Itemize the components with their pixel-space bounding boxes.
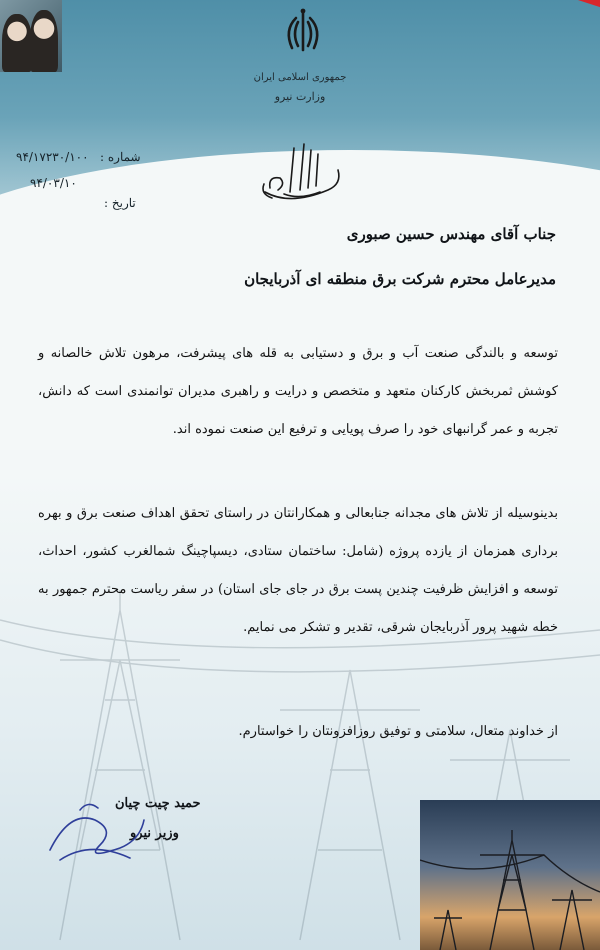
bismillah-calligraphy-icon [250,140,350,210]
header-ministry: وزارت نیرو [274,90,326,103]
body-paragraph-1: توسعه و بالندگی صنعت آب و برق و دستیابی به قله های پیشرفت، مرهون تلاش خالصانه و کوشش ثمربخش کارکنان متعهد و متخصص و درایت و راهبری مدیران توانمندی است که دانش، تجربه و عمر گرانبهای خود را صرف پویایی و ترفیع این صنعت نموده اند. [38,346,558,437]
signatory-title: وزیر نیرو [130,826,179,841]
recipient-position: مدیرعامل محترم شرکت برق منطقه ای آذربایجان [244,270,556,288]
signatory-name: حمید چیت چیان [115,796,201,811]
body-paragraph-3: از خداوند متعال، سلامتی و توفیق روزافزونتان را خواستارم. [238,724,558,739]
handwritten-signature [40,790,150,870]
letter-number-label: شماره : [100,150,141,164]
header-country: جمهوری اسلامی ایران [253,72,347,83]
power-tower-photo [420,800,600,950]
leaders-portrait [0,0,62,72]
letter-date-label: تاریخ : [104,196,136,210]
letter-number: ۹۴/۱۷۲۳۰/۱۰۰ [16,150,89,164]
letter-date: ۹۴/۰۳/۱۰ [30,176,77,190]
emblem-icon [278,6,328,64]
recipient-name: جناب آقای مهندس حسین صبوری [346,225,556,243]
iran-flag-ribbon [450,0,600,52]
body-paragraph-2: بدینوسیله از تلاش های مجدانه جنابعالی و همکارانتان در راستای تحقق اهداف صنعت برق و بهره برداری همزمان از یازده پروژه (شامل: ساختمان ستادی، دیسپاچینگ شمالغرب کشور، احداث، توسعه و افزایش ظرفیت چندین پست برق در جای جای استان) در سفر ریاست محترم جمهور به خطه شهید پرور آذربایجان شرقی، تقدیر و تشکر می نمایم. [38,506,558,635]
